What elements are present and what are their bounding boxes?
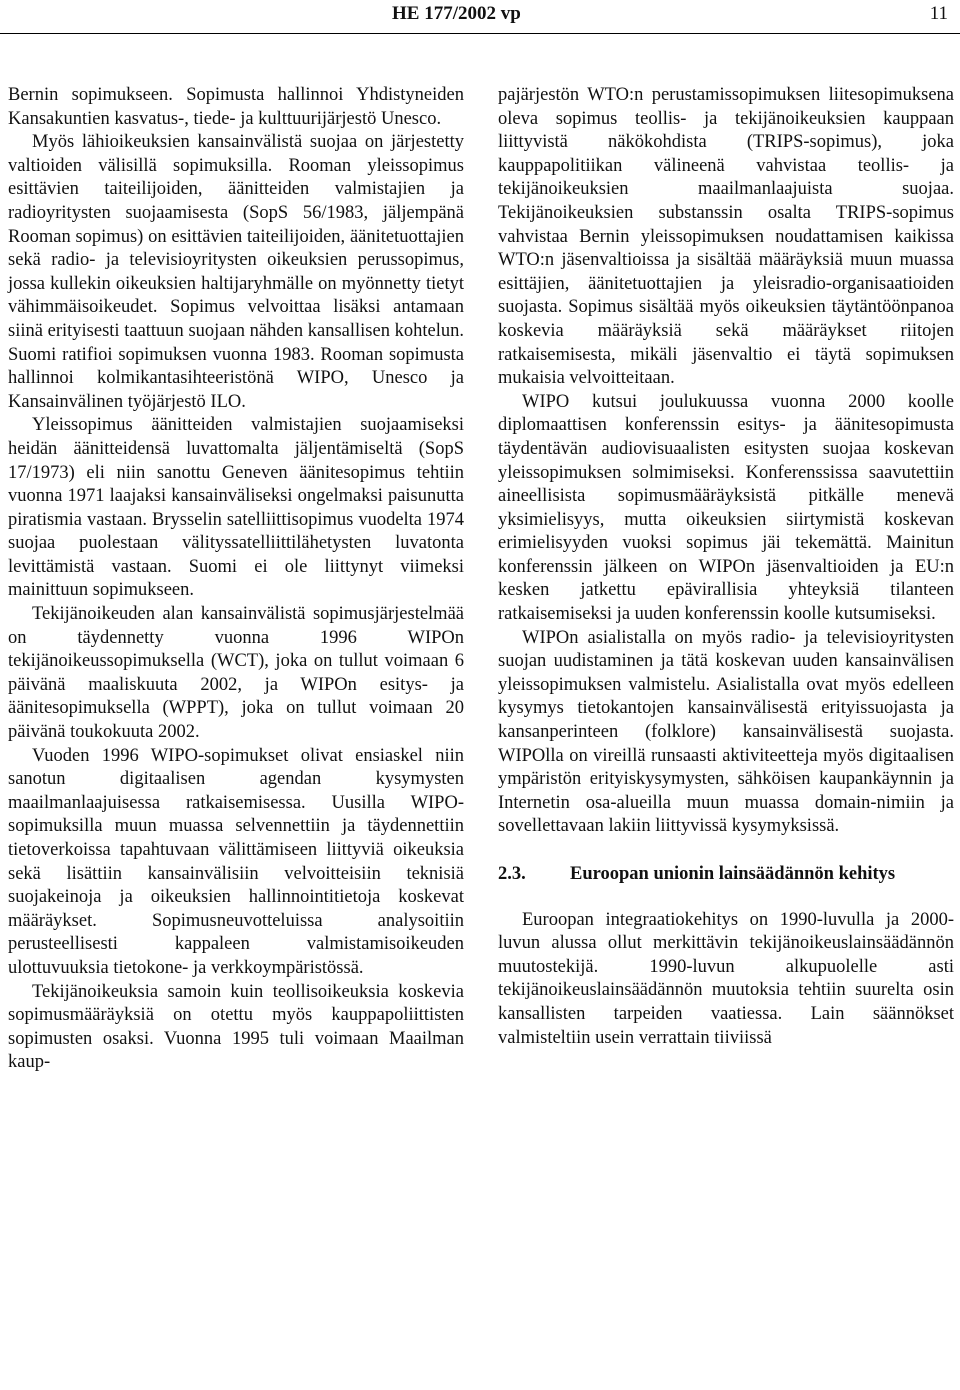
header-rule <box>0 33 960 34</box>
paragraph: Myös lähioikeuksien kansainvälistä suojaa on järjestetty valtioiden välisillä sopimuksilla. Rooman yleissopimus esittävien taiteilijoiden, äänitteiden valmistajien ja radioyritysten suojaamisesta (SopS 56/1983, jäljempänä Rooman sopimus) on esittävien taiteilijoiden, äänitetuottajien sekä radio- ja televisioyritysten oikeuksien perussopimus, jossa kullekin oikeuksien haltijaryhmälle on myönnetty tietyt vähimmäisoikeudet. Sopimus velvoittaa lisäksi antamaan siinä erityisesti taattuun suojaan nähden kansallisen kohtelun. Suomi ratifioi sopimuksen vuonna 1983. Rooman sopimusta hallinnoi kolmikantasihteeristönä WIPO, Unesco ja Kansainvälinen työjärjestö ILO. <box>8 132 464 412</box>
paragraph: Tekijänoikeuksia samoin kuin teollisoikeuksia koskevia sopimusmääräyksiä on otettu myös kauppapoliittisten sopimusten osaksi. Vuonna 1995 tuli voimaan Maailman kaup- <box>8 981 464 1073</box>
document-id: HE 177/2002 vp <box>392 3 521 24</box>
paragraph: WIPOn asialistalla on myös radio- ja televisioyritysten suojan uudistaminen ja tätä koskevan uuden kansainvälisen yleissopimuksen valmistelu. Asialistalla ovat myös edelleen kysymys tietokantojen kansainvälisestä erityissuojasta ja kansanperinteen (folklore) kansainvälisestä suojasta. WIPOlla on vireillä runsaasti aktiviteetteja myös digitaalisen ympäristön erityiskysymysten, sähköisen kaupankäynnin ja Internetin osa-alueilla muun muassa domain-nimiin ja sovellettavaan lakiin liittyvissä kysymyksissä. <box>498 627 954 837</box>
paragraph: Yleissopimus äänitteiden valmistajien suojaamiseksi heidän äänitteidensä luvattomalta jäljentämiseltä (SopS 17/1973) eli niin sanottu Geneven äänitesopimus tehtiin vuonna 1971 laajaksi kansainväliseksi ongelmaksi paisunutta piratismia vastaan. Brysselin satelliittisopimus vuodelta 1974 suojaa puolestaan välityssatelliittilähetysten luvatonta levittämistä vastaan. Suomi ei ole liittynyt viimeksi mainittuun sopimukseen. <box>8 415 464 601</box>
paragraph: Euroopan integraatiokehitys on 1990-luvulla ja 2000-luvun alussa ollut merkittävin tekijänoikeuslainsäädännön muutostekijä. 1990-luvun alkupuolelle asti tekijänoikeuslainsäädännön muutoksia tehtiin suurelta osin kansallisten tarpeiden vaatiessa. Lain säännökset valmisteltiin usein verrattain tiiviissä <box>498 909 954 1048</box>
paragraph: Bernin sopimukseen. Sopimusta hallinnoi Yhdistyneiden Kansakuntien kasvatus-, tiede- ja kulttuurijärjestö Unesco. <box>8 85 464 129</box>
paragraph: pajärjestön WTO:n perustamissopimuksen liitesopimuksena oleva sopimus teollis- ja tekijänoikeuksien kauppaan liittyvistä näkökohdista (TRIPS-sopimus), joka kauppapolitiikan välineenä vahvistaa teollis- ja tekijänoikeuksien maailmanlaajuista suojaa. Tekijänoikeuksien substanssin osalta TRIPS-sopimus vahvistaa Bernin yleissopimuksen noudattamisen kaikissa WTO:n jäsenvaltioissa ja sisältää määräyksiä muun muassa esittäjien, äänitetuottajien ja yleisradio-organisaatioiden suojasta. Sopimus sisältää myös oikeuksien täytäntöönpanoa koskevia määräyksiä sekä määräykset riitojen ratkaisemisesta, mikäli jäsenvaltio ei täytä sopimuksen mukaisia velvoitteitaan. <box>498 85 954 389</box>
paragraph: Tekijänoikeuden alan kansainvälistä sopimusjärjestelmää on täydennetty vuonna 1996 WIPOn tekijänoikeussopimuksella (WCT), joka on tullut voimaan 6 päivänä maaliskuuta 2002, ja WIPOn esitys- ja äänitesopimuksella (WPPT), joka on tullut voimaan 20 päivänä toukokuuta 2002. <box>8 604 464 743</box>
page-header <box>0 0 960 30</box>
page-number: 11 <box>929 3 948 24</box>
right-column <box>498 84 954 1050</box>
left-column <box>8 84 464 1075</box>
section-number: 2.3. <box>498 864 526 884</box>
paragraph: Vuoden 1996 WIPO-sopimukset olivat ensiaskel niin sanotun digitaalisen agendan kysymysten maailmanlaajuisessa ratkaisemisessa. Uusilla WIPO-sopimuksilla muun muassa selvennettiin ja täydennettiin tietoverkoissa tapahtuvaan välittämiseen liittyviä oikeuksia sekä lisättiin kansainvälisiin velvoitteisiin teknisiä suojakeinoja ja oikeuksien hallinnointitietoja koskevat määräykset. Sopimusneuvotteluissa analysoitiin perusteellisesti kappaleen valmistamisoikeuden ulottuvuuksia tietokone- ja verkkoympäristössä. <box>8 745 464 978</box>
section-heading <box>498 863 954 887</box>
section-title: Euroopan unionin lainsäädännön kehitys <box>570 864 896 884</box>
paragraph: WIPO kutsui joulukuussa vuonna 2000 koolle diplomaattisen konferenssin esitys- ja äänitesopimusta täydentävän audiovisuaalisten esitysten suojaa koskevan yleissopimuksen solmimiseksi. Konferenssissa saavutettiin aineellisista sopimusmääräyksistä pitkälle menevä yksimielisyys, mutta oikeuksien siirtymistä koskevan erimielisyyden vuoksi sopimus jäi tekemättä. Mainitun konferenssin jälkeen on WIPOn jäsenvaltioiden ja EU:n kesken jatkettu epävirallisia yhteyksiä tilanteen ratkaisemiseksi ja uuden konferenssin koolle kutsumiseksi. <box>498 391 954 625</box>
